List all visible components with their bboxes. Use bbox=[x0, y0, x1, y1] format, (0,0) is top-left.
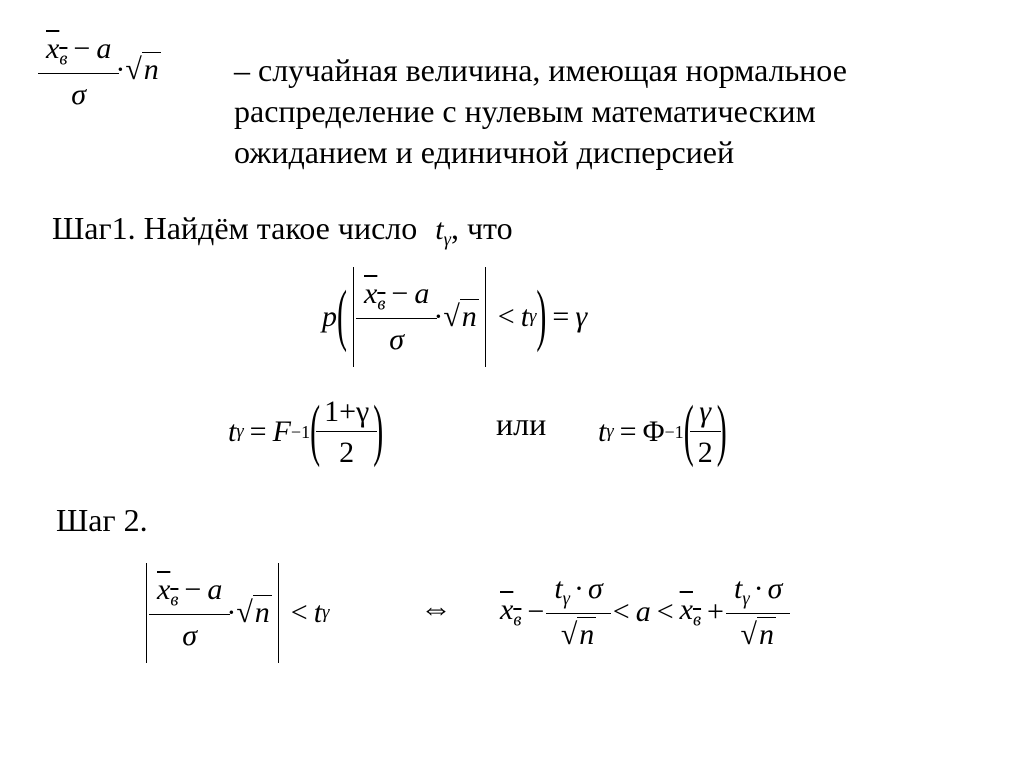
definition-line-3: ожиданием и единичной дисперсией bbox=[234, 133, 735, 170]
step2-label: Шаг 2. bbox=[56, 502, 148, 538]
formula-normalized-statistic: $\frac{x_в - a}{\sigma}$ ·√n bbox=[42, 34, 161, 110]
iff-symbol: ⇔ bbox=[420, 590, 452, 626]
definition-line-1: – случайная величина, имеющая нормальное bbox=[234, 52, 847, 88]
formula-inequality-abs: $\frac{x_в - a}{\sigma}$ · √n < t γ bbox=[140, 560, 329, 666]
formula-t-gamma-f-inverse: t γ = F −1 ( $\frac{1+\gamma}{2}$ ) bbox=[228, 392, 384, 469]
definition-text bbox=[234, 50, 847, 173]
formula-confidence-interval: $x_в$ − $\frac{t_\gamma \cdot \sigma}{√n}$ < a < $x_в$ + $\frac{t_\gamma \cdot \sigma}{√n}$ bbox=[500, 562, 786, 662]
step1-label: Шаг1. Найдём такое число bbox=[52, 210, 418, 246]
step1-line bbox=[52, 208, 513, 252]
step1-tail: , что bbox=[450, 210, 513, 246]
or-word: или bbox=[496, 406, 547, 442]
formula-probability: p ( $\frac{x_в - a}{\sigma}$ · √n < t γ ) = γ bbox=[322, 262, 587, 372]
definition-line-2: распределение с нулевым математическим bbox=[234, 92, 816, 129]
t-gamma-symbol: $t_\gamma$ bbox=[435, 213, 451, 251]
formula-t-gamma-phi-inverse: t γ = Φ −1 ( $\frac{\gamma}{2}$ ) bbox=[598, 392, 727, 469]
